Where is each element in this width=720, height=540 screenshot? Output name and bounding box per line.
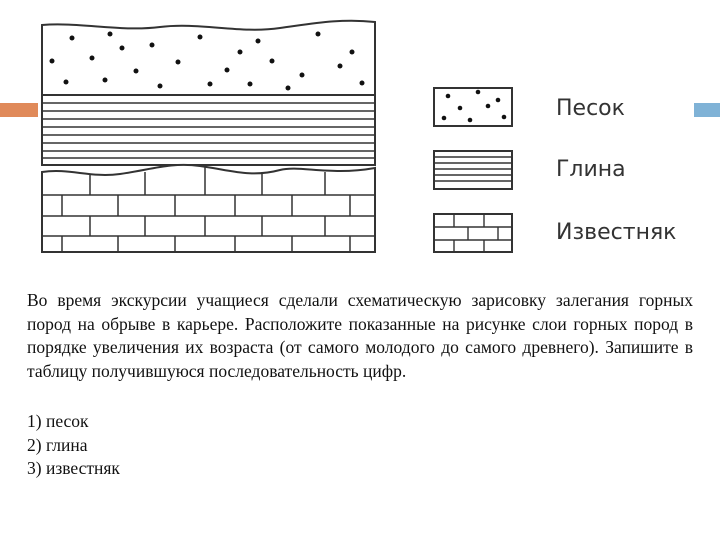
clay-layer [42, 95, 375, 165]
legend-sand-swatch [434, 88, 512, 126]
legend-limestone-label: Известняк [556, 220, 677, 245]
legend-clay-label: Глина [556, 157, 626, 182]
option-sand: 1) песок [27, 411, 89, 431]
option-limestone: 3) известняк [27, 458, 120, 478]
option-clay: 2) глина [27, 434, 88, 455]
legend-limestone-swatch [434, 214, 512, 252]
legend-sand-label: Песок [556, 96, 625, 121]
answer-options [27, 410, 120, 481]
cross-section [42, 21, 375, 252]
question-text: Во время экскурсии учащиеся сделали схематическую зарисовку залегания горных пород на обрыве в карьере. Расположите показанные на рисунке слои горных пород в порядке увеличения их возраста (от самого молодого до самого древнего). Запишите в таблицу получившуюся последовательность цифр. [27, 290, 693, 381]
legend-clay-swatch [434, 151, 512, 189]
question-text-block [27, 289, 693, 383]
